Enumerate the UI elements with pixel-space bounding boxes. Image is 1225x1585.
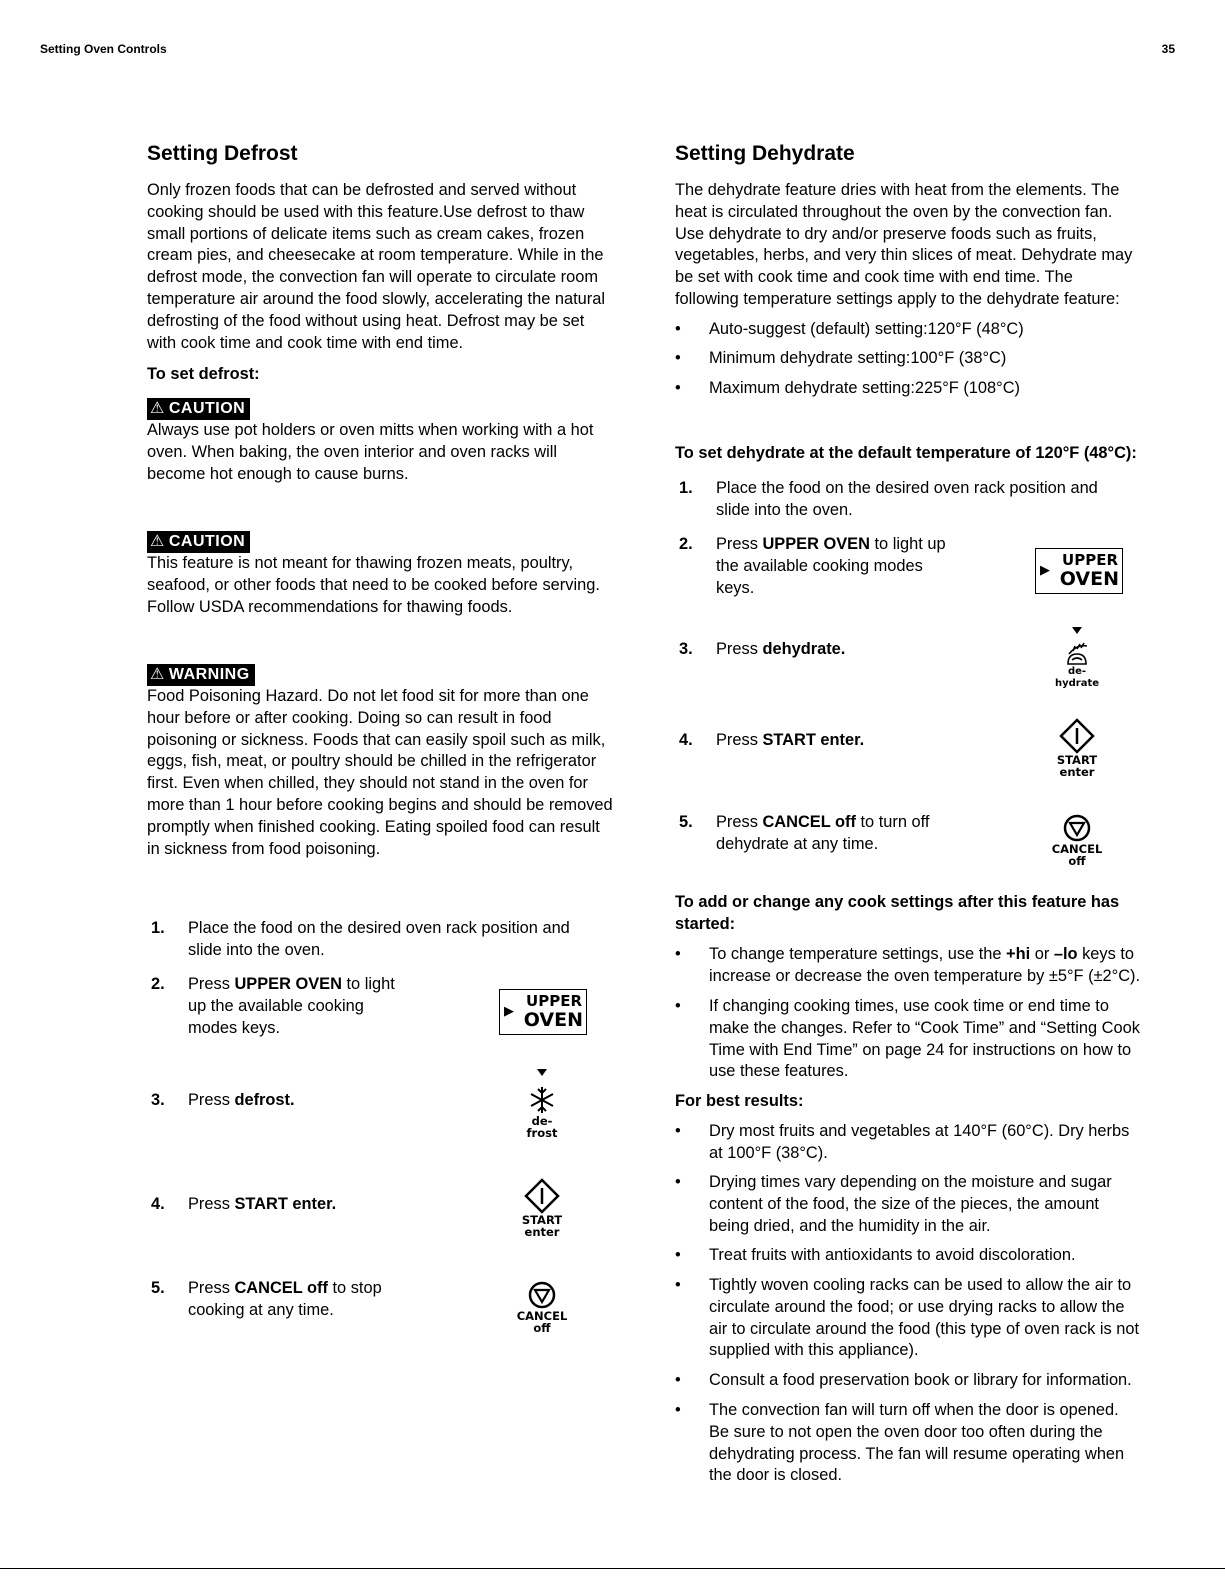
cancel-circle-icon [1062, 813, 1092, 843]
text-line: following temperature settings apply to the dehydrate feature: [675, 289, 1120, 308]
change-settings-heading: To add or change any cook settings after this feature has started: [675, 893, 1120, 933]
play-arrow-icon: ▶ [1040, 562, 1050, 577]
defrost-key-icon: de- frost [512, 1066, 572, 1139]
upper-oven-key-icon: ▶ UPPER OVEN [1035, 548, 1123, 594]
text-line: Follow USDA recommendations for thawing foods. [147, 597, 513, 616]
warning-triangle-icon: ⚠ [150, 533, 165, 550]
text-line: heat is circulated throughout the oven by the convection fan. [675, 202, 1113, 221]
text-line: in sickness from food poisoning. [147, 839, 381, 858]
play-arrow-icon: ▶ [504, 1003, 514, 1018]
cancel-key-icon: CANCEL off [1047, 813, 1107, 867]
caution-block-1 [147, 398, 593, 485]
text-line: Use dehydrate to dry and/or preserve foods such as fruits, [675, 224, 1097, 243]
text-line: cream pies, and cheesecake at room temperature. While in the [147, 246, 604, 265]
down-triangle-icon [532, 1066, 552, 1080]
caution-block-2 [147, 531, 600, 618]
dehydrate-to-set-heading: To set dehydrate at the default temperature of 120°F (48°C): [675, 444, 1137, 462]
text-line: The dehydrate feature dries with heat from the elements. The [675, 181, 1120, 199]
dehydrate-intro [675, 180, 1132, 311]
text-line: Only frozen foods that can be defrosted and served without [147, 181, 577, 199]
cancel-circle-icon [527, 1280, 557, 1310]
defrost-intro [147, 180, 605, 354]
warning-triangle-icon: ⚠ [150, 666, 165, 683]
cancel-key-icon: CANCEL off [512, 1280, 572, 1334]
start-key-icon: START enter [512, 1178, 572, 1238]
text-line: vegetables, herbs, and very thin slices of meat. Dehydrate may [675, 246, 1133, 265]
caution-badge: ⚠ CAUTION [147, 398, 250, 420]
text-line: This feature is not meant for thawing frozen meats, poultry, [147, 554, 574, 572]
start-key-icon: START enter [1047, 718, 1107, 778]
text-line: small portions of delicate items such as cream cakes, frozen [147, 224, 585, 243]
text-line: poisoning or sickness. Foods that can easily spoil such as milk, [147, 730, 606, 749]
text-line: be set with cook time and cook time with end time. The [675, 268, 1073, 287]
upper-oven-key-icon: ▶ UPPER OVEN [499, 989, 587, 1035]
text-line: cooking should be used with this feature.Use defrost to thaw [147, 202, 585, 221]
defrost-title: Setting Defrost [147, 142, 298, 165]
text-line: Food Poisoning Hazard. Do not let food sit for more than one [147, 687, 589, 705]
text-line: hour before or after cooking. Doing so can result in food [147, 708, 552, 727]
dehydrate-leaf-icon [1063, 642, 1091, 666]
text-line: with cook time and cook time with end time. [147, 333, 464, 352]
text-line: seafood, or other foods that need to be cooked before serving. [147, 575, 600, 594]
text-line: promptly when finished cooking. Eating spoiled food can result [147, 817, 600, 836]
warning-badge: ⚠ WARNING [147, 664, 255, 686]
text-line: Always use pot holders or oven mitts when working with a hot [147, 421, 594, 439]
start-diamond-icon [524, 1178, 560, 1214]
caution-badge: ⚠ CAUTION [147, 531, 250, 553]
down-triangle-icon [1067, 625, 1087, 637]
warning-block [147, 664, 613, 860]
snowflake-icon [529, 1085, 555, 1115]
start-diamond-icon [1059, 718, 1095, 754]
dehydrate-key-icon: de- hydrate [1047, 624, 1107, 690]
page-number: 35 [1161, 42, 1175, 56]
text-line: more than 1 hour before cooking begins and should be removed [147, 795, 613, 814]
text-line: eggs, fish, meat, or poultry should be chilled in the refrigerator [147, 752, 597, 771]
text-line: defrosting of the food without using heat. Defrost may be set [147, 311, 585, 330]
text-line: first. Even when chilled, they should not stand in the oven for [147, 774, 588, 793]
dehydrate-title: Setting Dehydrate [675, 142, 855, 165]
running-header: Setting Oven Controls [40, 42, 167, 56]
best-results-heading: For best results: [675, 1092, 804, 1110]
dehydrate-section [675, 142, 855, 166]
text-line: defrost mode, the convection fan will operate to circulate room [147, 268, 598, 287]
defrost-to-set-heading: To set defrost: [147, 365, 260, 383]
text-line: become hot enough to cause burns. [147, 464, 409, 483]
text-line: oven. When baking, the oven interior and oven racks will [147, 442, 557, 461]
page-bottom-rule [0, 1568, 1225, 1569]
text-line: temperature air around the food slowly, accelerating the natural [147, 289, 605, 308]
warning-triangle-icon: ⚠ [150, 400, 165, 417]
defrost-section [147, 142, 298, 166]
